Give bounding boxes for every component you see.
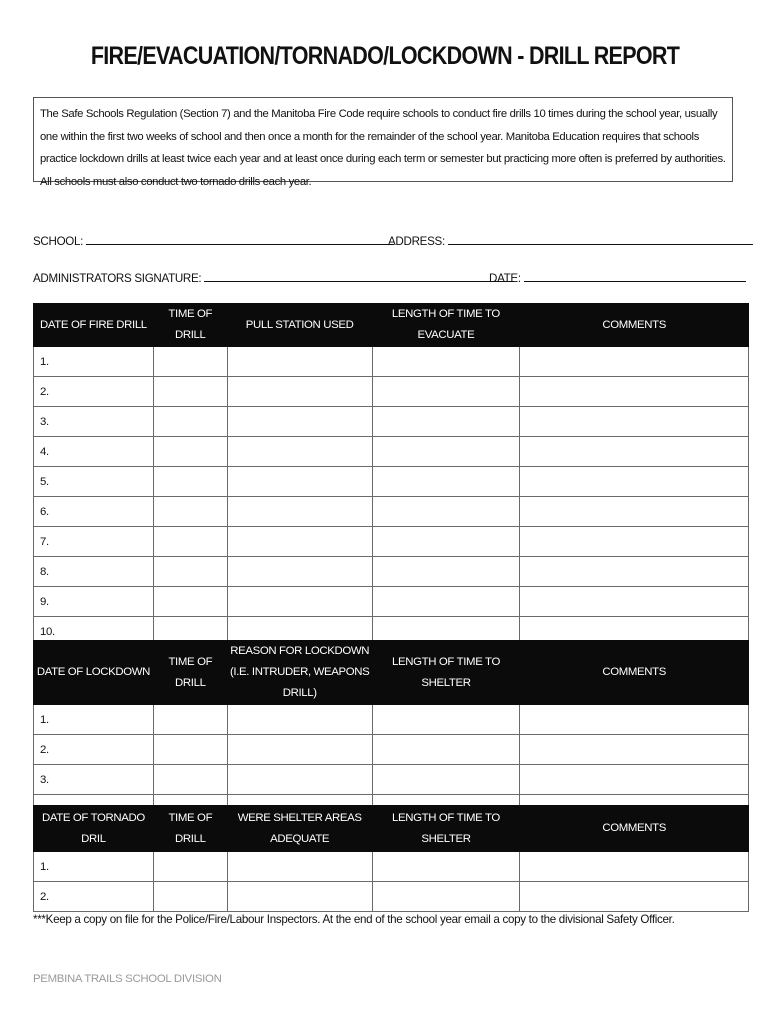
date-field-row bbox=[489, 269, 746, 285]
comments-cell[interactable] bbox=[520, 407, 749, 437]
date-cell[interactable]: 2. bbox=[34, 735, 154, 765]
tornado-header-row bbox=[34, 806, 749, 852]
evacuate-time-cell[interactable] bbox=[372, 587, 520, 617]
evacuate-time-cell[interactable] bbox=[372, 467, 520, 497]
pull-station-cell[interactable] bbox=[227, 407, 372, 437]
header-shelter-areas-adequate: WERE SHELTER AREAS ADEQUATE bbox=[227, 806, 372, 852]
time-cell[interactable] bbox=[153, 557, 227, 587]
school-field-row bbox=[33, 232, 394, 248]
pull-station-cell[interactable] bbox=[227, 347, 372, 377]
time-cell[interactable] bbox=[153, 377, 227, 407]
pull-station-cell[interactable] bbox=[227, 437, 372, 467]
evacuate-time-cell[interactable] bbox=[372, 347, 520, 377]
date-label: DATE: bbox=[489, 272, 521, 285]
address-field-row bbox=[388, 232, 753, 248]
shelter-time-cell[interactable] bbox=[372, 735, 520, 765]
comments-cell[interactable] bbox=[520, 587, 749, 617]
reason-cell[interactable] bbox=[227, 705, 372, 735]
table-row bbox=[34, 497, 749, 527]
header-length-to-shelter: LENGTH OF TIME TO SHELTER bbox=[372, 641, 520, 705]
pull-station-cell[interactable] bbox=[227, 587, 372, 617]
date-cell[interactable]: 5. bbox=[34, 467, 154, 497]
table-row bbox=[34, 437, 749, 467]
table-row bbox=[34, 587, 749, 617]
pull-station-cell[interactable] bbox=[227, 497, 372, 527]
date-cell[interactable]: 6. bbox=[34, 497, 154, 527]
header-date-of-lockdown: DATE OF LOCKDOWN bbox=[34, 641, 154, 705]
division-footer: PEMBINA TRAILS SCHOOL DIVISION bbox=[33, 973, 222, 985]
table-row bbox=[34, 557, 749, 587]
fire-drill-header-row bbox=[34, 304, 749, 347]
shelter-adequate-cell[interactable] bbox=[227, 852, 372, 882]
pull-station-cell[interactable] bbox=[227, 467, 372, 497]
header-comments: COMMENTS bbox=[520, 304, 749, 347]
lockdown-header-row bbox=[34, 641, 749, 705]
time-cell[interactable] bbox=[153, 705, 227, 735]
shelter-time-cell[interactable] bbox=[372, 882, 520, 912]
page-title: FIRE/EVACUATION/TORNADO/LOCKDOWN - DRILL REPORT bbox=[90, 42, 680, 70]
address-label: ADDRESS: bbox=[388, 235, 445, 248]
comments-cell[interactable] bbox=[520, 347, 749, 377]
comments-cell[interactable] bbox=[520, 882, 749, 912]
header-time-of-drill: TIME OF DRILL bbox=[153, 806, 227, 852]
table-row bbox=[34, 407, 749, 437]
shelter-adequate-cell[interactable] bbox=[227, 882, 372, 912]
comments-cell[interactable] bbox=[520, 527, 749, 557]
footnote: ***Keep a copy on file for the Police/Fire/Labour Inspectors. At the end of the school year email a copy to the divisional Safety Officer. bbox=[33, 913, 675, 926]
time-cell[interactable] bbox=[153, 527, 227, 557]
school-input-line[interactable] bbox=[86, 232, 394, 245]
evacuate-time-cell[interactable] bbox=[372, 527, 520, 557]
time-cell[interactable] bbox=[153, 437, 227, 467]
fire-drill-table bbox=[33, 303, 749, 647]
table-row bbox=[34, 467, 749, 497]
comments-cell[interactable] bbox=[520, 557, 749, 587]
header-time-of-drill: TIME OF DRILL bbox=[153, 641, 227, 705]
table-row bbox=[34, 882, 749, 912]
header-comments: COMMENTS bbox=[520, 641, 749, 705]
reason-cell[interactable] bbox=[227, 765, 372, 795]
time-cell[interactable] bbox=[153, 587, 227, 617]
comments-cell[interactable] bbox=[520, 437, 749, 467]
signature-field-row bbox=[33, 269, 514, 285]
time-cell[interactable] bbox=[153, 407, 227, 437]
evacuate-time-cell[interactable] bbox=[372, 377, 520, 407]
table-row bbox=[34, 527, 749, 557]
time-cell[interactable] bbox=[153, 347, 227, 377]
pull-station-cell[interactable] bbox=[227, 557, 372, 587]
comments-cell[interactable] bbox=[520, 765, 749, 795]
comments-cell[interactable] bbox=[520, 377, 749, 407]
date-cell[interactable]: 10. bbox=[34, 617, 154, 647]
date-cell[interactable]: 2. bbox=[34, 882, 154, 912]
address-input-line[interactable] bbox=[448, 232, 753, 245]
shelter-time-cell[interactable] bbox=[372, 705, 520, 735]
signature-label: ADMINISTRATORS SIGNATURE: bbox=[33, 272, 202, 285]
signature-input-line[interactable] bbox=[204, 269, 514, 282]
time-cell[interactable] bbox=[153, 852, 227, 882]
table-row bbox=[34, 705, 749, 735]
table-row bbox=[34, 765, 749, 795]
comments-cell[interactable] bbox=[520, 735, 749, 765]
shelter-time-cell[interactable] bbox=[372, 852, 520, 882]
header-date-of-tornado-drill: DATE OF TORNADO DRIL bbox=[34, 806, 154, 852]
evacuate-time-cell[interactable] bbox=[372, 497, 520, 527]
header-length-to-evacuate: LENGTH OF TIME TO EVACUATE bbox=[372, 304, 520, 347]
date-cell[interactable]: 7. bbox=[34, 527, 154, 557]
time-cell[interactable] bbox=[153, 467, 227, 497]
time-cell[interactable] bbox=[153, 497, 227, 527]
evacuate-time-cell[interactable] bbox=[372, 407, 520, 437]
shelter-time-cell[interactable] bbox=[372, 765, 520, 795]
time-cell[interactable] bbox=[153, 765, 227, 795]
comments-cell[interactable] bbox=[520, 497, 749, 527]
date-cell[interactable]: 1. bbox=[34, 852, 154, 882]
table-row bbox=[34, 347, 749, 377]
header-date-of-fire-drill: DATE OF FIRE DRILL bbox=[34, 304, 154, 347]
header-pull-station-used: PULL STATION USED bbox=[227, 304, 372, 347]
tornado-drill-table bbox=[33, 805, 749, 912]
evacuate-time-cell[interactable] bbox=[372, 557, 520, 587]
date-cell[interactable]: 3. bbox=[34, 765, 154, 795]
date-cell[interactable]: 9. bbox=[34, 587, 154, 617]
header-comments: COMMENTS bbox=[520, 806, 749, 852]
intro-paragraph: The Safe Schools Regulation (Section 7) and the Manitoba Fire Code require schools to conduct fire drills 10 times during the school year, usually one within the first two weeks of school and then once a month for the remainder of the school year. Manitoba Education requires that schools practice lockdown drills at least twice each year and at least once during each term or semester but practicing more often is preferred by authorities. All schools must also conduct two tornado drills each year. bbox=[33, 97, 733, 182]
table-row bbox=[34, 377, 749, 407]
time-cell[interactable] bbox=[153, 882, 227, 912]
comments-cell[interactable] bbox=[520, 705, 749, 735]
header-time-of-drill: TIME OF DRILL bbox=[153, 304, 227, 347]
school-label: SCHOOL: bbox=[33, 235, 84, 248]
header-length-to-shelter: LENGTH OF TIME TO SHELTER bbox=[372, 806, 520, 852]
evacuate-time-cell[interactable] bbox=[372, 437, 520, 467]
date-cell[interactable]: 8. bbox=[34, 557, 154, 587]
comments-cell[interactable] bbox=[520, 467, 749, 497]
header-reason-for-lockdown: REASON FOR LOCKDOWN (I.E. INTRUDER, WEAPONS DRILL) bbox=[227, 641, 372, 705]
date-cell[interactable]: 4. bbox=[34, 437, 154, 467]
table-row bbox=[34, 735, 749, 765]
table-row bbox=[34, 852, 749, 882]
date-cell[interactable]: 1. bbox=[34, 347, 154, 377]
comments-cell[interactable] bbox=[520, 852, 749, 882]
date-cell[interactable]: 2. bbox=[34, 377, 154, 407]
date-input-line[interactable] bbox=[524, 269, 746, 282]
reason-cell[interactable] bbox=[227, 735, 372, 765]
lockdown-drill-table bbox=[33, 640, 749, 825]
date-cell[interactable]: 3. bbox=[34, 407, 154, 437]
time-cell[interactable] bbox=[153, 735, 227, 765]
date-cell[interactable]: 1. bbox=[34, 705, 154, 735]
pull-station-cell[interactable] bbox=[227, 527, 372, 557]
pull-station-cell[interactable] bbox=[227, 377, 372, 407]
